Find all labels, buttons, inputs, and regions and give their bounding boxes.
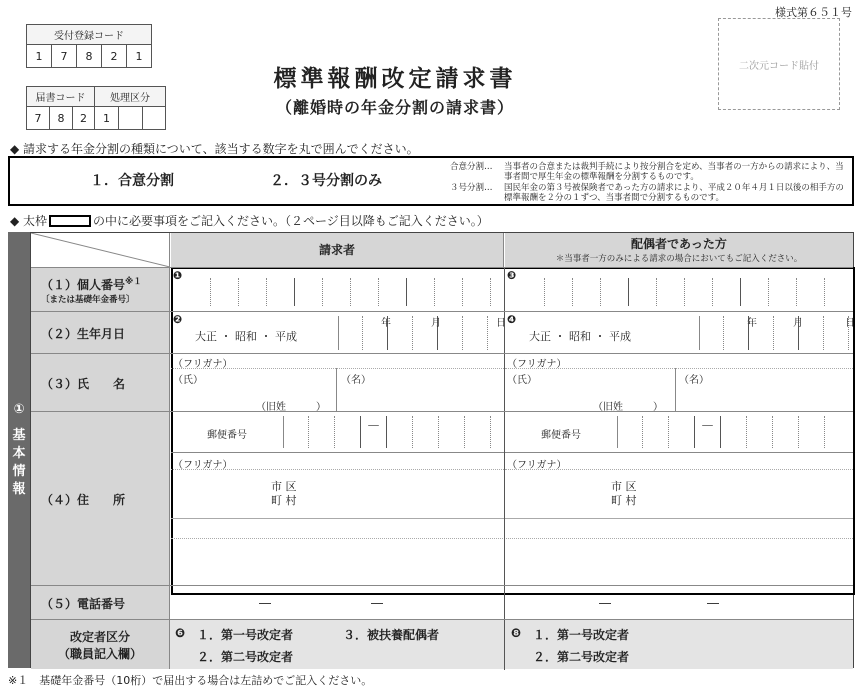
mark-2: ❷ (173, 313, 183, 326)
label-basic-pension-number: 〔または基礎年金番号〕 (41, 295, 135, 305)
note-agreement-head: 合意分割… (450, 162, 493, 172)
mark-4: ❹ (507, 313, 517, 326)
office-digit: 2 (73, 107, 95, 129)
reception-code-digits (27, 45, 151, 67)
reception-digit: 1 (135, 49, 143, 63)
label-individual-number: （１）個人番号 (41, 278, 126, 292)
spouse-era[interactable]: 大正 ・ 昭和 ・ 平成 (529, 330, 631, 343)
spouse-old-name: （旧姓 ） (593, 402, 663, 413)
label-revision-category: 改定者区分 (69, 629, 130, 644)
diagonal-cell (31, 233, 170, 267)
row-name: （３）氏 名 （フリガナ） （氏） （名） （旧姓 ） （フリガナ） （氏） （名） （旧姓 ） (31, 353, 853, 411)
note-type3-text: 国民年金の第３号被保険者であった方の請求により、平成２０年４月１日以後の相手方の標準報酬を２分の１ずつ、当事者間で分割するものです。 (504, 183, 844, 203)
office-digit: 8 (50, 107, 73, 129)
footnote-mark: ※１ (125, 277, 142, 287)
instruction-fill (10, 212, 489, 229)
section-basic-info-label: ① 基 本 情 報 (8, 232, 30, 668)
thick-frame-sample (49, 215, 91, 227)
spouse-number-input[interactable] (517, 278, 825, 306)
spouse-cat2: ２．第二号改定者 (533, 650, 630, 664)
form-title: 標準報酬改定請求書 (273, 66, 517, 92)
label-phone: （５）電話番号 (31, 586, 170, 620)
mark-1: ❶ (173, 269, 183, 282)
instruction-fill-post: の中に必要事項をご記入ください。（２ページ目以降もご記入ください。） (93, 214, 489, 228)
office-digit: 1 (95, 107, 119, 129)
claimant-old-name: （旧姓 ） (256, 402, 326, 413)
note-agreement-text: 当事者の合意または裁判手続により按分割合を定め、当事者の一方からの請求により、当事者間で厚生年金の標準報酬を分割するものです。 (504, 162, 844, 182)
instruction-type: ◆ 請求する年金分割の種類について、該当する数字を丸で囲んでください。 (10, 142, 419, 156)
form-subtitle: （離婚時の年金分割の請求書） (275, 98, 514, 117)
label-staff-only: （職員記入欄） (57, 646, 142, 661)
office-code-box (26, 86, 166, 130)
footnote: ※１ 基礎年金番号（10桁）で届出する場合は左詰めでご記入ください。 (8, 674, 373, 687)
qr-code-area: 二次元コード貼付 (718, 18, 840, 110)
row-address: （４）住 所 郵便番号 － （フリガナ） 市 区 町 村 郵便番号 － （フリガナ） 市 区 町 村 (31, 411, 853, 585)
mark-3: ❸ (507, 269, 517, 282)
reception-digit: 8 (77, 45, 102, 67)
office-digit: 7 (27, 107, 50, 129)
split-type-box (8, 156, 854, 206)
claimant-cat2: ２．第二号改定者 (197, 650, 294, 664)
label-birth-date: （２）生年月日 (31, 312, 170, 354)
instruction-fill-pre: ◆ 太枠 (10, 214, 48, 228)
office-digit (143, 107, 165, 129)
col-spouse-header (505, 233, 853, 267)
claimant-birth-input[interactable] (338, 316, 488, 350)
label-name: （３）氏 名 (31, 354, 170, 412)
row-phone: （５）電話番号 ― ― ― ― (31, 585, 853, 619)
option-agreement-split[interactable]: １．合意分割 (90, 173, 174, 189)
spouse-postal-input[interactable]: － (617, 416, 825, 448)
reception-digit: 1 (27, 45, 52, 67)
reception-code-label: 受付登録コード (27, 25, 151, 45)
section-number: ① (13, 402, 25, 417)
option-type3-split[interactable]: ２．３号分割のみ (270, 173, 382, 189)
mark-6: ❻ (175, 626, 186, 640)
form-code-label: 届書コード (27, 87, 95, 106)
row-birth-date: （２）生年月日 ❷ 大正 ・ 昭和 ・ 平成 年 月 日 ❹ 大正 ・ 昭和 ・ 平成 年 月 日 (31, 311, 853, 353)
reception-code-box (26, 24, 152, 68)
reception-digit: 7 (52, 45, 77, 67)
col-spouse-note: ＊当事者一方のみによる請求の場合においてもご記入ください。 (555, 254, 803, 264)
form-title-block (180, 60, 610, 118)
claimant-cat3: ３．被扶養配偶者 (343, 628, 440, 642)
office-code-digits (27, 107, 165, 129)
form-number: 様式第６５１号 (775, 6, 852, 19)
office-digit (119, 107, 143, 129)
process-class-label: 処理区分 (110, 93, 150, 104)
claimant-era[interactable]: 大正 ・ 昭和 ・ 平成 (195, 330, 297, 343)
reception-digit: 2 (102, 45, 127, 67)
claimant-postal-input[interactable]: － (283, 416, 491, 448)
row-revision-category (31, 619, 853, 669)
basic-info-table (30, 232, 854, 668)
col-spouse: 配偶者であった方 (631, 237, 727, 251)
row-individual-number (31, 267, 853, 311)
claimant-cat1: １．第一号改定者 (197, 628, 294, 642)
label-address: （４）住 所 (31, 412, 170, 586)
spouse-birth-input[interactable] (699, 316, 849, 350)
spouse-cat1: １．第一号改定者 (533, 628, 630, 642)
note-type3-head: ３号分割… (450, 183, 493, 193)
mark-8: ❽ (511, 626, 522, 640)
claimant-number-input[interactable] (183, 278, 491, 306)
col-claimant: 請求者 (171, 233, 504, 267)
